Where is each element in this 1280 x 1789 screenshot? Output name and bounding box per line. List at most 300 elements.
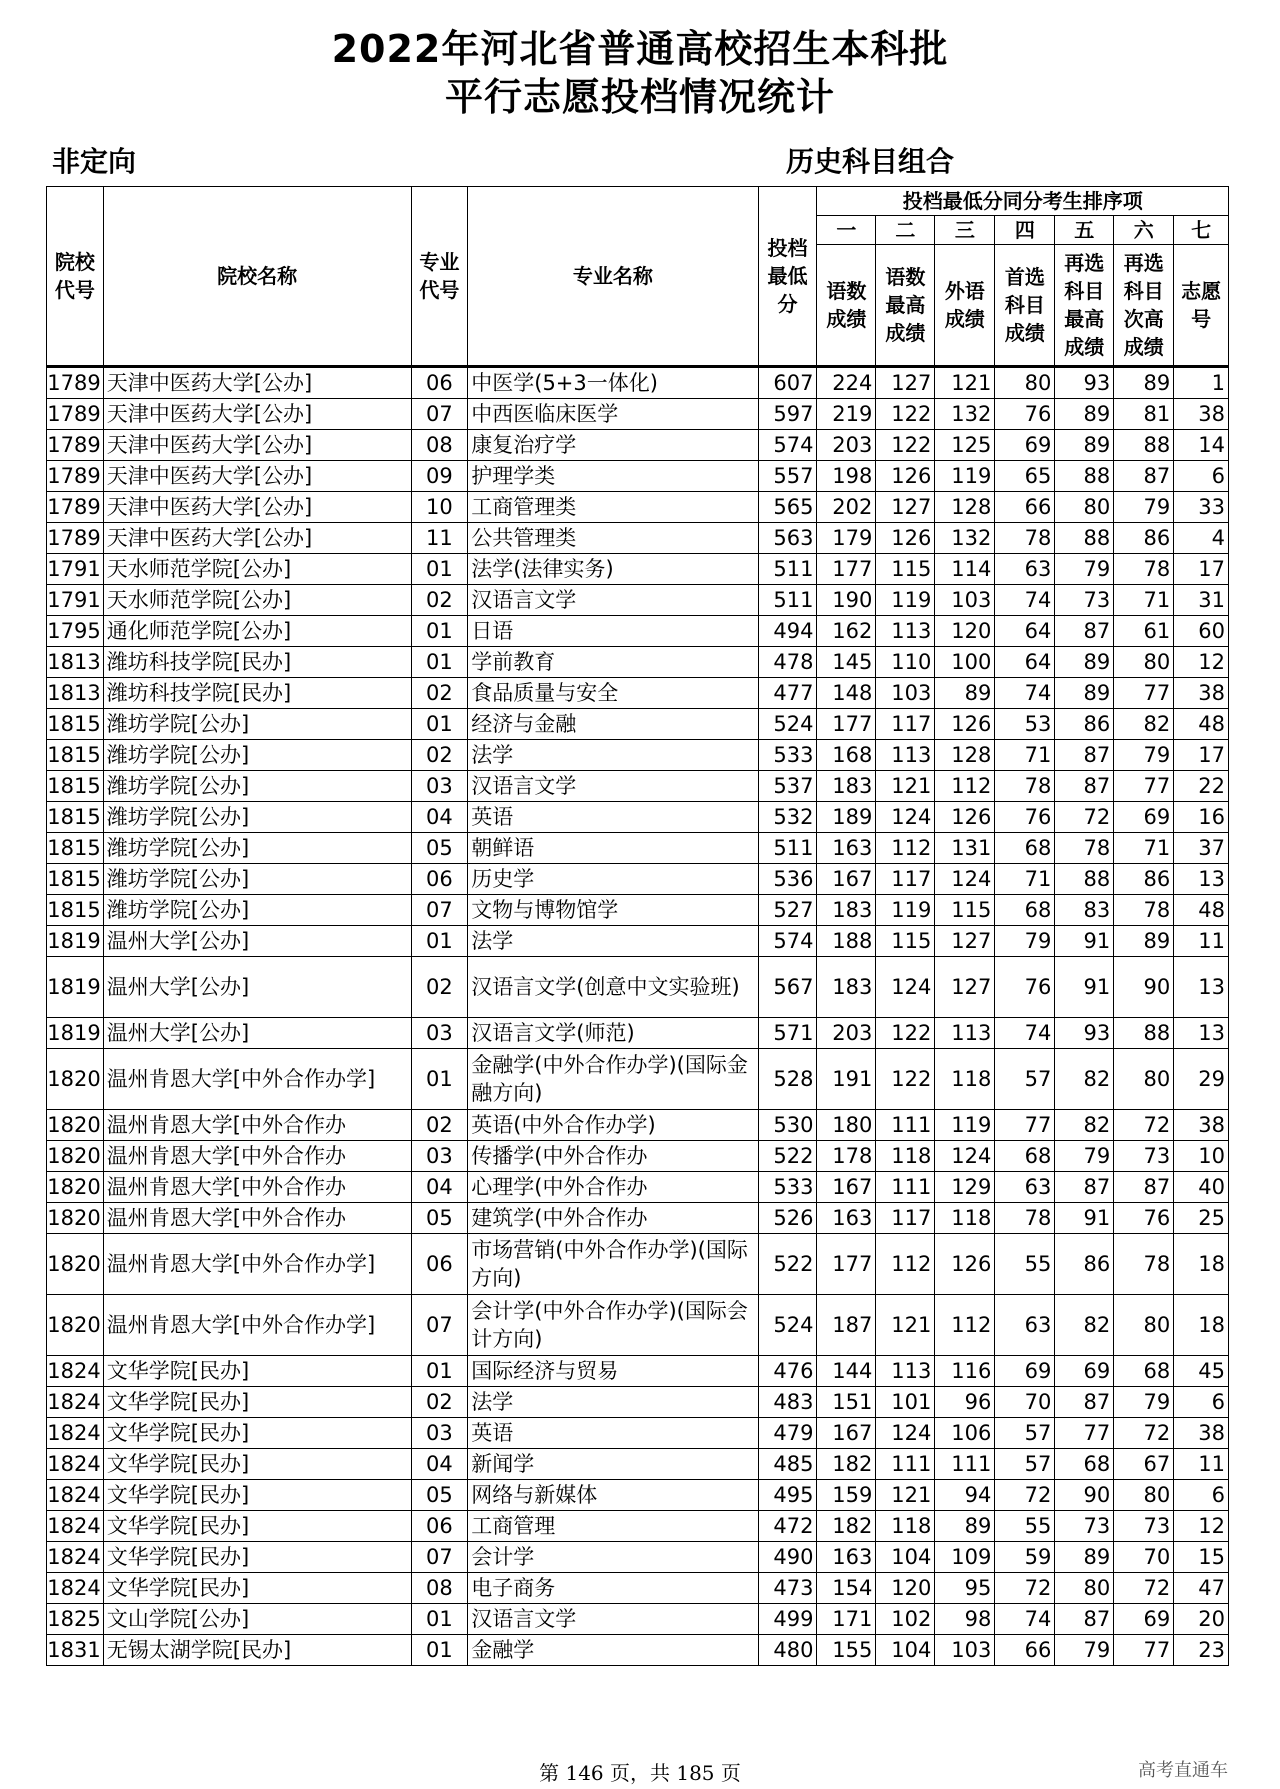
elective-max-cell: 82	[1055, 1295, 1114, 1356]
foreign-language-cell: 106	[935, 1418, 995, 1449]
chinese-math-cell: 171	[817, 1604, 876, 1635]
preference-no-cell: 38	[1174, 1110, 1229, 1141]
school-name-cell: 潍坊学院[公办]	[103, 864, 411, 895]
elective-max-cell: 79	[1055, 1141, 1114, 1172]
min-score-cell: 522	[758, 1234, 817, 1295]
table-row	[47, 554, 1229, 585]
chinese-math-cell: 219	[817, 399, 876, 430]
preference-no-cell: 6	[1174, 1480, 1229, 1511]
header-item-first-subject: 首选科目成绩	[995, 245, 1055, 367]
major-code-cell: 10	[411, 492, 468, 523]
elective-max-cell: 72	[1055, 802, 1114, 833]
elective-second-cell: 89	[1114, 367, 1174, 399]
chinese-math-cell: 224	[817, 367, 876, 399]
elective-max-cell: 93	[1055, 1018, 1114, 1049]
major-code-cell: 02	[411, 585, 468, 616]
major-code-cell: 02	[411, 1110, 468, 1141]
major-name-cell: 日语	[468, 616, 758, 647]
foreign-language-cell: 103	[935, 1635, 995, 1666]
elective-max-cell: 89	[1055, 430, 1114, 461]
preference-no-cell: 20	[1174, 1604, 1229, 1635]
chinese-math-cell: 177	[817, 554, 876, 585]
elective-max-cell: 88	[1055, 523, 1114, 554]
table-row	[47, 1573, 1229, 1604]
elective-second-cell: 72	[1114, 1418, 1174, 1449]
min-score-cell: 522	[758, 1141, 817, 1172]
table-row	[47, 678, 1229, 709]
first-subject-cell: 57	[995, 1449, 1055, 1480]
school-name-cell: 温州肯恩大学[中外合作办学]	[103, 1295, 411, 1356]
preference-no-cell: 47	[1174, 1573, 1229, 1604]
header-major-name: 专业名称	[468, 187, 758, 367]
chinese-math-max-cell: 112	[876, 1234, 935, 1295]
major-code-cell: 05	[411, 1203, 468, 1234]
elective-second-cell: 70	[1114, 1542, 1174, 1573]
major-name-cell: 汉语言文学	[468, 771, 758, 802]
elective-second-cell: 82	[1114, 709, 1174, 740]
chinese-math-cell: 179	[817, 523, 876, 554]
elective-second-cell: 87	[1114, 461, 1174, 492]
school-code-cell: 1824	[47, 1511, 104, 1542]
header-item-preference-no: 志愿号	[1174, 245, 1229, 367]
chinese-math-cell: 191	[817, 1049, 876, 1110]
header-rank-7: 七	[1174, 216, 1229, 245]
page-footer: 第 146 页，共 185 页	[539, 1761, 741, 1785]
header-ranking-group: 投档最低分同分考生排序项	[817, 187, 1229, 216]
major-name-cell: 金融学	[468, 1635, 758, 1666]
page-title-line1: 2022年河北省普通高校招生本科批	[331, 27, 949, 71]
table-row	[47, 647, 1229, 678]
major-code-cell: 02	[411, 740, 468, 771]
elective-max-cell: 73	[1055, 1511, 1114, 1542]
min-score-cell: 536	[758, 864, 817, 895]
elective-second-cell: 77	[1114, 1635, 1174, 1666]
school-code-cell: 1791	[47, 554, 104, 585]
school-name-cell: 潍坊学院[公办]	[103, 895, 411, 926]
min-score-cell: 483	[758, 1387, 817, 1418]
major-name-cell: 文物与博物馆学	[468, 895, 758, 926]
elective-max-cell: 91	[1055, 926, 1114, 957]
major-code-cell: 03	[411, 1418, 468, 1449]
chinese-math-cell: 182	[817, 1449, 876, 1480]
major-name-cell: 食品质量与安全	[468, 678, 758, 709]
school-name-cell: 文华学院[民办]	[103, 1542, 411, 1573]
major-name-cell: 法学	[468, 740, 758, 771]
chinese-math-max-cell: 117	[876, 1203, 935, 1234]
min-score-cell: 511	[758, 833, 817, 864]
preference-no-cell: 14	[1174, 430, 1229, 461]
school-name-cell: 文华学院[民办]	[103, 1387, 411, 1418]
elective-second-cell: 86	[1114, 864, 1174, 895]
first-subject-cell: 68	[995, 1141, 1055, 1172]
min-score-cell: 480	[758, 1635, 817, 1666]
school-name-cell: 温州肯恩大学[中外合作办	[103, 1110, 411, 1141]
header-rank-6: 六	[1114, 216, 1174, 245]
foreign-language-cell: 109	[935, 1542, 995, 1573]
first-subject-cell: 77	[995, 1110, 1055, 1141]
foreign-language-cell: 89	[935, 678, 995, 709]
elective-second-cell: 67	[1114, 1449, 1174, 1480]
table-row	[47, 740, 1229, 771]
chinese-math-max-cell: 124	[876, 957, 935, 1018]
major-code-cell: 08	[411, 430, 468, 461]
major-name-cell: 公共管理类	[468, 523, 758, 554]
elective-second-cell: 68	[1114, 1356, 1174, 1387]
min-score-cell: 533	[758, 740, 817, 771]
header-item-elective-second: 再选科目次高成绩	[1114, 245, 1174, 367]
chinese-math-max-cell: 124	[876, 802, 935, 833]
header-rank-1: 一	[817, 216, 876, 245]
chinese-math-cell: 154	[817, 1573, 876, 1604]
major-code-cell: 01	[411, 709, 468, 740]
preference-no-cell: 6	[1174, 461, 1229, 492]
elective-second-cell: 89	[1114, 926, 1174, 957]
min-score-cell: 527	[758, 895, 817, 926]
elective-max-cell: 93	[1055, 367, 1114, 399]
chinese-math-max-cell: 127	[876, 367, 935, 399]
major-name-cell: 工商管理类	[468, 492, 758, 523]
major-code-cell: 07	[411, 399, 468, 430]
chinese-math-cell: 182	[817, 1511, 876, 1542]
first-subject-cell: 72	[995, 1573, 1055, 1604]
preference-no-cell: 11	[1174, 1449, 1229, 1480]
table-row	[47, 1203, 1229, 1234]
chinese-math-cell: 202	[817, 492, 876, 523]
school-code-cell: 1789	[47, 523, 104, 554]
foreign-language-cell: 113	[935, 1018, 995, 1049]
foreign-language-cell: 89	[935, 1511, 995, 1542]
major-name-cell: 新闻学	[468, 1449, 758, 1480]
elective-max-cell: 89	[1055, 399, 1114, 430]
min-score-cell: 533	[758, 1172, 817, 1203]
major-name-cell: 汉语言文学	[468, 1604, 758, 1635]
major-name-cell: 会计学	[468, 1542, 758, 1573]
chinese-math-max-cell: 111	[876, 1172, 935, 1203]
chinese-math-max-cell: 122	[876, 399, 935, 430]
elective-max-cell: 68	[1055, 1449, 1114, 1480]
subtitle-subject-combination: 历史科目组合	[786, 145, 955, 178]
chinese-math-max-cell: 122	[876, 1049, 935, 1110]
foreign-language-cell: 111	[935, 1449, 995, 1480]
major-name-cell: 金融学(中外合作办学)(国际金融方向)	[468, 1049, 758, 1110]
major-code-cell: 01	[411, 1356, 468, 1387]
chinese-math-cell: 167	[817, 1172, 876, 1203]
first-subject-cell: 57	[995, 1049, 1055, 1110]
school-name-cell: 温州肯恩大学[中外合作办	[103, 1203, 411, 1234]
elective-max-cell: 69	[1055, 1356, 1114, 1387]
elective-second-cell: 73	[1114, 1511, 1174, 1542]
major-code-cell: 06	[411, 1234, 468, 1295]
major-code-cell: 02	[411, 678, 468, 709]
school-name-cell: 潍坊学院[公办]	[103, 771, 411, 802]
major-code-cell: 01	[411, 1635, 468, 1666]
preference-no-cell: 38	[1174, 678, 1229, 709]
first-subject-cell: 68	[995, 833, 1055, 864]
school-name-cell: 温州肯恩大学[中外合作办学]	[103, 1234, 411, 1295]
elective-max-cell: 79	[1055, 1635, 1114, 1666]
foreign-language-cell: 100	[935, 647, 995, 678]
preference-no-cell: 38	[1174, 1418, 1229, 1449]
elective-max-cell: 91	[1055, 1203, 1114, 1234]
preference-no-cell: 1	[1174, 367, 1229, 399]
chinese-math-cell: 203	[817, 430, 876, 461]
school-name-cell: 潍坊科技学院[民办]	[103, 647, 411, 678]
chinese-math-cell: 151	[817, 1387, 876, 1418]
table-row	[47, 1604, 1229, 1635]
elective-max-cell: 88	[1055, 864, 1114, 895]
school-code-cell: 1819	[47, 926, 104, 957]
elective-max-cell: 87	[1055, 616, 1114, 647]
major-name-cell: 法学	[468, 926, 758, 957]
chinese-math-max-cell: 126	[876, 523, 935, 554]
school-code-cell: 1820	[47, 1049, 104, 1110]
chinese-math-cell: 167	[817, 1418, 876, 1449]
major-code-cell: 01	[411, 554, 468, 585]
chinese-math-cell: 183	[817, 895, 876, 926]
school-code-cell: 1791	[47, 585, 104, 616]
major-name-cell: 国际经济与贸易	[468, 1356, 758, 1387]
school-name-cell: 潍坊科技学院[民办]	[103, 678, 411, 709]
table-row	[47, 1018, 1229, 1049]
elective-max-cell: 89	[1055, 1542, 1114, 1573]
elective-max-cell: 89	[1055, 647, 1114, 678]
school-name-cell: 文华学院[民办]	[103, 1573, 411, 1604]
chinese-math-max-cell: 119	[876, 895, 935, 926]
table-row	[47, 895, 1229, 926]
elective-second-cell: 79	[1114, 1387, 1174, 1418]
major-code-cell: 01	[411, 1049, 468, 1110]
school-name-cell: 天水师范学院[公办]	[103, 585, 411, 616]
chinese-math-max-cell: 117	[876, 709, 935, 740]
table-row	[47, 926, 1229, 957]
preference-no-cell: 18	[1174, 1295, 1229, 1356]
table-row	[47, 1172, 1229, 1203]
elective-max-cell: 87	[1055, 771, 1114, 802]
school-code-cell: 1813	[47, 647, 104, 678]
foreign-language-cell: 126	[935, 802, 995, 833]
elective-second-cell: 69	[1114, 1604, 1174, 1635]
school-code-cell: 1824	[47, 1573, 104, 1604]
elective-second-cell: 72	[1114, 1573, 1174, 1604]
chinese-math-max-cell: 113	[876, 1356, 935, 1387]
first-subject-cell: 76	[995, 399, 1055, 430]
foreign-language-cell: 115	[935, 895, 995, 926]
school-name-cell: 天津中医药大学[公办]	[103, 461, 411, 492]
school-code-cell: 1824	[47, 1418, 104, 1449]
school-name-cell: 天水师范学院[公办]	[103, 554, 411, 585]
first-subject-cell: 63	[995, 554, 1055, 585]
chinese-math-cell: 183	[817, 957, 876, 1018]
preference-no-cell: 60	[1174, 616, 1229, 647]
foreign-language-cell: 118	[935, 1049, 995, 1110]
foreign-language-cell: 94	[935, 1480, 995, 1511]
table-row	[47, 1480, 1229, 1511]
major-name-cell: 中西医临床医学	[468, 399, 758, 430]
foreign-language-cell: 132	[935, 399, 995, 430]
header-major-code: 专业代号	[411, 187, 468, 367]
first-subject-cell: 74	[995, 585, 1055, 616]
preference-no-cell: 37	[1174, 833, 1229, 864]
chinese-math-max-cell: 121	[876, 1480, 935, 1511]
foreign-language-cell: 127	[935, 957, 995, 1018]
chinese-math-cell: 168	[817, 740, 876, 771]
major-code-cell: 04	[411, 802, 468, 833]
school-name-cell: 通化师范学院[公办]	[103, 616, 411, 647]
chinese-math-cell: 190	[817, 585, 876, 616]
chinese-math-max-cell: 113	[876, 740, 935, 771]
chinese-math-max-cell: 121	[876, 1295, 935, 1356]
foreign-language-cell: 127	[935, 926, 995, 957]
chinese-math-max-cell: 120	[876, 1573, 935, 1604]
elective-second-cell: 80	[1114, 1480, 1174, 1511]
school-name-cell: 天津中医药大学[公办]	[103, 523, 411, 554]
preference-no-cell: 48	[1174, 709, 1229, 740]
min-score-cell: 478	[758, 647, 817, 678]
min-score-cell: 537	[758, 771, 817, 802]
preference-no-cell: 12	[1174, 1511, 1229, 1542]
preference-no-cell: 16	[1174, 802, 1229, 833]
elective-second-cell: 86	[1114, 523, 1174, 554]
elective-second-cell: 76	[1114, 1203, 1174, 1234]
major-code-cell: 06	[411, 864, 468, 895]
first-subject-cell: 65	[995, 461, 1055, 492]
foreign-language-cell: 98	[935, 1604, 995, 1635]
elective-max-cell: 80	[1055, 1573, 1114, 1604]
chinese-math-cell: 183	[817, 771, 876, 802]
first-subject-cell: 66	[995, 1635, 1055, 1666]
elective-max-cell: 79	[1055, 554, 1114, 585]
preference-no-cell: 13	[1174, 864, 1229, 895]
first-subject-cell: 78	[995, 1203, 1055, 1234]
min-score-cell: 473	[758, 1573, 817, 1604]
elective-max-cell: 91	[1055, 957, 1114, 1018]
chinese-math-max-cell: 111	[876, 1110, 935, 1141]
first-subject-cell: 74	[995, 1018, 1055, 1049]
school-code-cell: 1824	[47, 1542, 104, 1573]
chinese-math-max-cell: 101	[876, 1387, 935, 1418]
chinese-math-cell: 177	[817, 709, 876, 740]
major-name-cell: 康复治疗学	[468, 430, 758, 461]
header-item-elective-max: 再选科目最高成绩	[1055, 245, 1114, 367]
min-score-cell: 530	[758, 1110, 817, 1141]
major-name-cell: 会计学(中外合作办学)(国际会计方向)	[468, 1295, 758, 1356]
preference-no-cell: 33	[1174, 492, 1229, 523]
foreign-language-cell: 119	[935, 461, 995, 492]
foreign-language-cell: 103	[935, 585, 995, 616]
major-name-cell: 法学(法律实务)	[468, 554, 758, 585]
major-code-cell: 01	[411, 1604, 468, 1635]
foreign-language-cell: 119	[935, 1110, 995, 1141]
major-name-cell: 英语	[468, 1418, 758, 1449]
foreign-language-cell: 121	[935, 367, 995, 399]
school-name-cell: 温州肯恩大学[中外合作办	[103, 1141, 411, 1172]
chinese-math-max-cell: 115	[876, 926, 935, 957]
school-code-cell: 1820	[47, 1110, 104, 1141]
first-subject-cell: 55	[995, 1511, 1055, 1542]
elective-max-cell: 87	[1055, 1172, 1114, 1203]
first-subject-cell: 69	[995, 1356, 1055, 1387]
table-row	[47, 833, 1229, 864]
elective-max-cell: 86	[1055, 709, 1114, 740]
elective-second-cell: 78	[1114, 1234, 1174, 1295]
major-name-cell: 心理学(中外合作办	[468, 1172, 758, 1203]
watermark: 高考直通车	[1138, 1760, 1228, 1781]
foreign-language-cell: 118	[935, 1203, 995, 1234]
chinese-math-max-cell: 127	[876, 492, 935, 523]
elective-max-cell: 77	[1055, 1418, 1114, 1449]
major-name-cell: 市场营销(中外合作办学)(国际方向)	[468, 1234, 758, 1295]
preference-no-cell: 38	[1174, 399, 1229, 430]
elective-max-cell: 87	[1055, 1604, 1114, 1635]
chinese-math-cell: 180	[817, 1110, 876, 1141]
chinese-math-max-cell: 117	[876, 864, 935, 895]
elective-second-cell: 81	[1114, 399, 1174, 430]
major-code-cell: 02	[411, 1387, 468, 1418]
table-row	[47, 523, 1229, 554]
chinese-math-max-cell: 121	[876, 771, 935, 802]
foreign-language-cell: 126	[935, 1234, 995, 1295]
school-code-cell: 1789	[47, 461, 104, 492]
elective-max-cell: 87	[1055, 740, 1114, 771]
elective-second-cell: 77	[1114, 678, 1174, 709]
table-row	[47, 1511, 1229, 1542]
preference-no-cell: 12	[1174, 647, 1229, 678]
school-name-cell: 文华学院[民办]	[103, 1480, 411, 1511]
chinese-math-max-cell: 104	[876, 1635, 935, 1666]
major-name-cell: 经济与金融	[468, 709, 758, 740]
major-name-cell: 英语(中外合作办学)	[468, 1110, 758, 1141]
table-row	[47, 461, 1229, 492]
chinese-math-cell: 198	[817, 461, 876, 492]
school-code-cell: 1831	[47, 1635, 104, 1666]
min-score-cell: 499	[758, 1604, 817, 1635]
major-code-cell: 03	[411, 1141, 468, 1172]
min-score-cell: 490	[758, 1542, 817, 1573]
chinese-math-cell: 145	[817, 647, 876, 678]
preference-no-cell: 17	[1174, 740, 1229, 771]
first-subject-cell: 64	[995, 616, 1055, 647]
chinese-math-cell: 148	[817, 678, 876, 709]
elective-second-cell: 79	[1114, 740, 1174, 771]
first-subject-cell: 78	[995, 771, 1055, 802]
school-name-cell: 温州肯恩大学[中外合作办	[103, 1172, 411, 1203]
major-code-cell: 05	[411, 833, 468, 864]
school-code-cell: 1789	[47, 399, 104, 430]
school-code-cell: 1820	[47, 1234, 104, 1295]
table-row	[47, 771, 1229, 802]
chinese-math-cell: 163	[817, 1542, 876, 1573]
header-rank-4: 四	[995, 216, 1055, 245]
chinese-math-cell: 189	[817, 802, 876, 833]
table-row	[47, 492, 1229, 523]
preference-no-cell: 23	[1174, 1635, 1229, 1666]
school-name-cell: 天津中医药大学[公办]	[103, 367, 411, 399]
elective-second-cell: 77	[1114, 771, 1174, 802]
elective-max-cell: 90	[1055, 1480, 1114, 1511]
major-code-cell: 07	[411, 1542, 468, 1573]
first-subject-cell: 74	[995, 678, 1055, 709]
school-code-cell: 1815	[47, 771, 104, 802]
school-name-cell: 天津中医药大学[公办]	[103, 399, 411, 430]
major-code-cell: 06	[411, 1511, 468, 1542]
foreign-language-cell: 124	[935, 864, 995, 895]
foreign-language-cell: 112	[935, 1295, 995, 1356]
foreign-language-cell: 96	[935, 1387, 995, 1418]
chinese-math-cell: 188	[817, 926, 876, 957]
school-code-cell: 1819	[47, 957, 104, 1018]
school-name-cell: 潍坊学院[公办]	[103, 740, 411, 771]
header-item-chinese-math: 语数成绩	[817, 245, 876, 367]
